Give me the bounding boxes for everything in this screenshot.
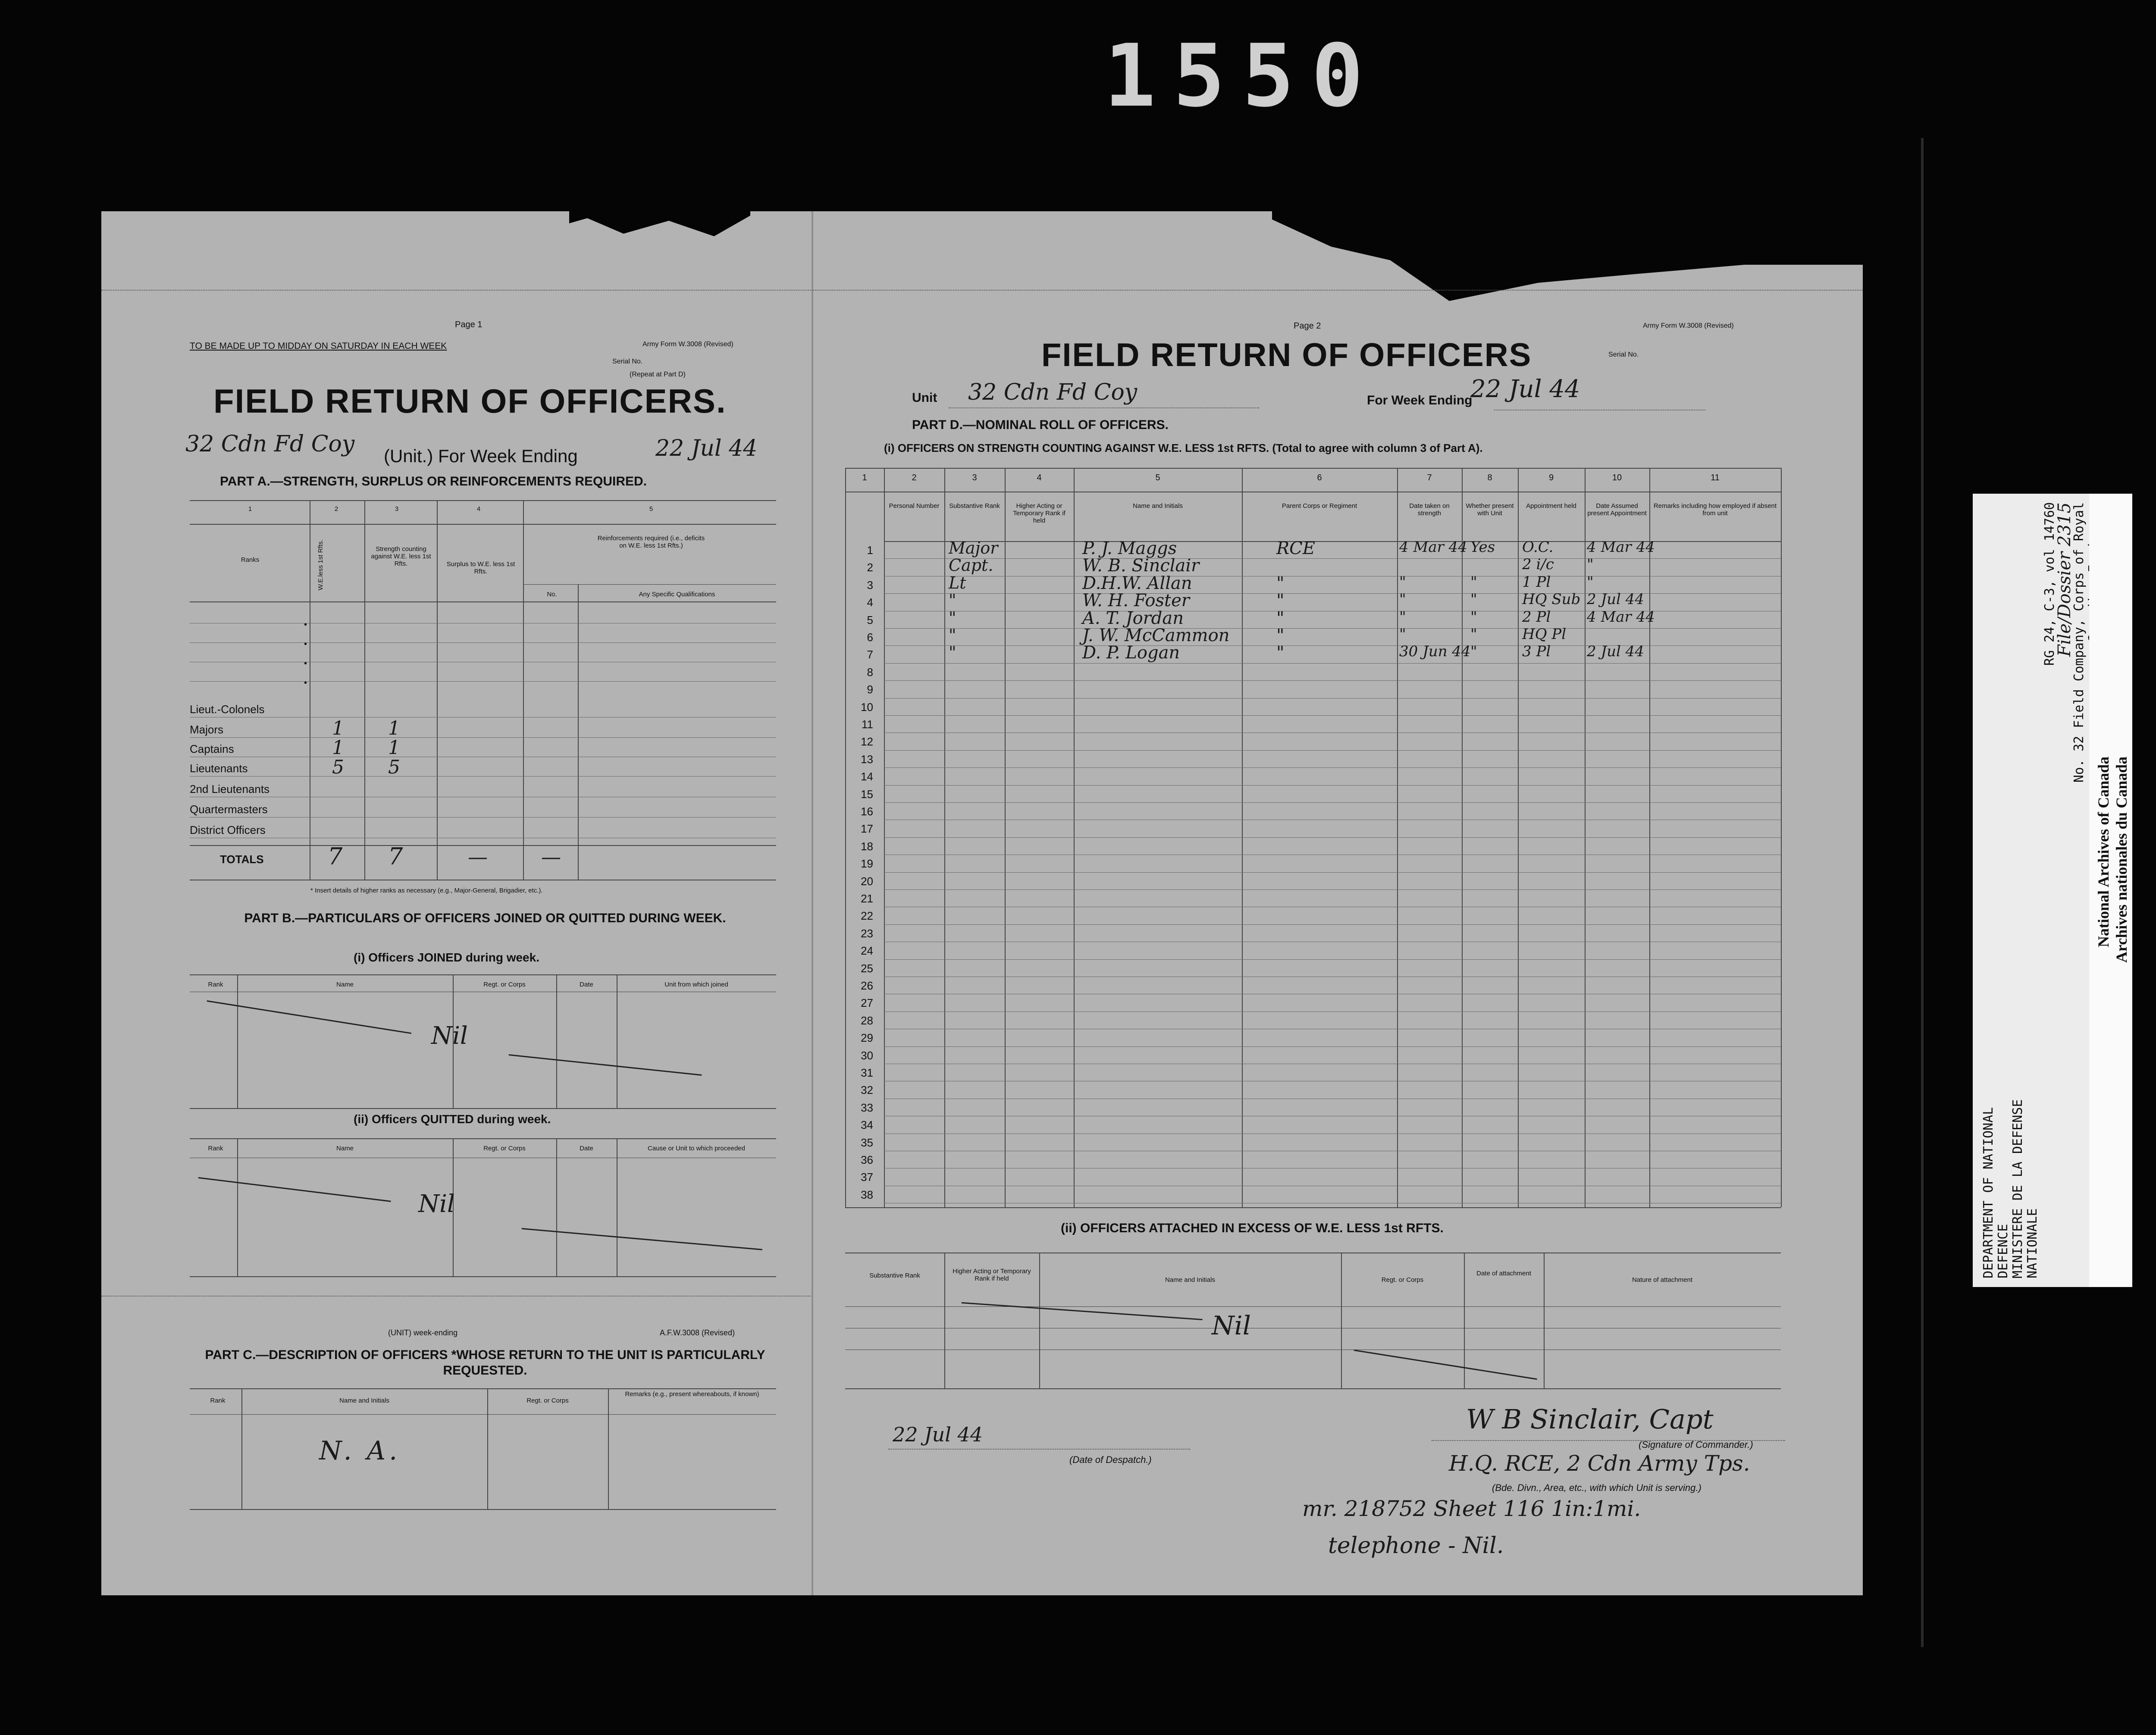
roll-row-line <box>884 663 1781 664</box>
quitted-nil: Nil <box>418 1190 455 1218</box>
page2-serial: Serial No. <box>1608 351 1639 358</box>
roll-rank: Capt. <box>949 556 993 575</box>
page1-unit-label: (Unit.) For Week Ending <box>384 446 578 466</box>
totals-we: 7 <box>328 843 343 870</box>
roll-row-number: 29 <box>861 1031 873 1044</box>
signature-label: (Signature of Commander.) <box>1639 1439 1753 1450</box>
archive-dept: NATIONALE <box>2025 1208 2040 1278</box>
archive-label <box>1973 494 2132 1287</box>
roll-row-number: 18 <box>861 840 873 853</box>
roll-row-number: 21 <box>861 892 873 905</box>
roll-row-number: 16 <box>861 805 873 818</box>
page1-label: Page 1 <box>455 320 483 329</box>
roll-name: J. W. McCammon <box>1082 626 1230 645</box>
map-reference-handwritten: mr. 218752 Sheet 116 1in:1mi. <box>1302 1496 1641 1521</box>
roll-name: D. P. Logan <box>1082 643 1180 663</box>
page1-top-note: TO BE MADE UP TO MIDDAY ON SATURDAY IN EACH WEEK <box>190 341 447 351</box>
roll-col-number: 8 <box>1487 473 1492 482</box>
quitted-title: (ii) Officers QUITTED during week. <box>354 1112 551 1126</box>
archive-ref: RG 24, C-3, vol 14760 <box>2042 502 2057 666</box>
archive-dept: DEPARTMENT OF NATIONAL <box>1981 1107 1996 1278</box>
roll-row-number: 12 <box>861 735 873 748</box>
roll-date: " <box>1399 626 1406 643</box>
page2-unit-label: Unit <box>912 391 937 405</box>
roll-appt: 1 Pl <box>1522 573 1551 591</box>
roll-corps: RCE <box>1276 539 1315 558</box>
roll-appt: 3 Pl <box>1522 643 1551 660</box>
roll-corps: " <box>1276 608 1285 628</box>
roll-row-line <box>884 645 1781 646</box>
archive-dept: DEFENCE <box>1996 1224 2011 1278</box>
col-head-we: W.E.less 1st Rfts. <box>317 539 324 590</box>
page1-title: FIELD RETURN OF OFFICERS. <box>213 382 727 420</box>
archive-stamp-number: 1550 <box>1104 26 1381 126</box>
roll-row-line <box>884 750 1781 751</box>
part-d-heading: PART D.—NOMINAL ROLL OF OFFICERS. <box>912 418 1169 432</box>
roll-row-number: 33 <box>861 1101 873 1114</box>
rank-row-line <box>190 776 776 777</box>
roll-row-number: 8 <box>867 666 873 679</box>
roll-row-line <box>884 872 1781 873</box>
joined-col: Regt. or Corps <box>483 981 526 988</box>
roll-corps: " <box>1276 573 1285 593</box>
roll-col-heading: Parent Corps or Regiment <box>1282 502 1357 510</box>
roll-row-line <box>884 680 1781 681</box>
roll-present: " <box>1470 573 1477 591</box>
rank-label: District Officers <box>190 824 266 836</box>
joined-nil: Nil <box>431 1022 468 1050</box>
roll-row-number: 3 <box>867 579 873 592</box>
roll-row-number: 37 <box>861 1171 873 1184</box>
despatch-date-handwritten: 22 Jul 44 <box>893 1423 983 1446</box>
roll-row-number: 27 <box>861 996 873 1009</box>
roll-col-number: 4 <box>1037 473 1042 482</box>
roll-name: P. J. Maggs <box>1082 539 1177 558</box>
rank-label: Lieutenants <box>190 762 248 775</box>
roll-row-line <box>884 593 1781 594</box>
roll-row-number: 13 <box>861 753 873 766</box>
quitted-col: Name <box>336 1145 354 1152</box>
roll-rank: " <box>949 608 956 627</box>
roll-col-number: 6 <box>1317 473 1322 482</box>
totals-strength: 7 <box>388 843 403 870</box>
col-num: 3 <box>395 505 399 513</box>
perforation-line <box>101 290 1863 291</box>
roll-row-number: 34 <box>861 1118 873 1131</box>
roll-appt: 2 i/c <box>1522 556 1554 573</box>
roll-present: Yes <box>1470 539 1495 556</box>
page1-army-form: Army Form W.3008 (Revised) <box>642 341 733 348</box>
asterisk-marker: • <box>304 659 307 668</box>
roll-row-line <box>884 889 1781 890</box>
col-num: 4 <box>476 505 481 513</box>
roll-col-heading: Date taken on strength <box>1409 502 1450 517</box>
page2-week-label: For Week Ending <box>1367 393 1473 407</box>
roll-row-line <box>884 715 1781 716</box>
roll-rank: " <box>949 591 956 610</box>
page2-title: FIELD RETURN OF OFFICERS <box>1041 337 1532 373</box>
rank-label: Captains <box>190 742 234 755</box>
roll-row-number: 19 <box>861 857 873 870</box>
page1-week-handwritten: 22 Jul 44 <box>655 435 758 461</box>
roll-col-number: 7 <box>1427 473 1432 482</box>
rank-label: Lieut.-Colonels <box>190 703 265 716</box>
part-a-footnote: * Insert details of higher ranks as necessary (e.g., Major-General, Brigadier, etc.). <box>310 887 543 894</box>
roll-row-number: 23 <box>861 927 873 940</box>
attached-col: Higher Acting or Temporary Rank if held <box>953 1268 1031 1282</box>
part-d-ii-heading: (ii) OFFICERS ATTACHED IN EXCESS OF W.E. LESS 1st RFTS. <box>1061 1221 1444 1235</box>
roll-present: " <box>1470 591 1477 608</box>
rank-we-value: 1 <box>332 717 344 739</box>
roll-row-number: 24 <box>861 944 873 957</box>
roll-col-heading: Remarks including how employed if absent from unit <box>1653 502 1777 517</box>
roll-row-number: 38 <box>861 1188 873 1201</box>
rank-label: Majors <box>190 723 224 736</box>
page-fold <box>812 211 813 1595</box>
totals-surplus: — <box>468 845 488 868</box>
page1-unit-handwritten: 32 Cdn Fd Coy <box>185 431 355 457</box>
archive-unit: No. 32 Field Company, Corps of Royal <box>2071 502 2087 783</box>
roll-row-line <box>884 837 1781 838</box>
joined-col: Unit from which joined <box>664 981 728 988</box>
col-num: 5 <box>649 505 653 513</box>
roll-date: 30 Jun 44 <box>1399 643 1471 660</box>
page2-week-handwritten: 22 Jul 44 <box>1470 375 1580 403</box>
roll-corps: " <box>1276 591 1285 611</box>
archive-nac-en: National Archives of Canada <box>2095 757 2112 948</box>
part-b-heading: PART B.—PARTICULARS OF OFFICERS JOINED OR QUITTED DURING WEEK. <box>244 911 726 925</box>
roll-appt: 2 Pl <box>1522 608 1551 626</box>
part-d-i-heading: (i) OFFICERS ON STRENGTH COUNTING AGAINST W.E. LESS 1st RFTS. (Total to agree with column 3 of Part A). <box>884 442 1483 454</box>
part-c-col: Remarks (e.g., present whereabouts, if known) <box>625 1391 759 1398</box>
col-head-strength: Strength counting against W.E. less 1st Rfts. <box>371 545 431 567</box>
roll-rank: " <box>949 626 956 645</box>
despatch-label: (Date of Despatch.) <box>1069 1454 1152 1465</box>
roll-date: " <box>1399 591 1406 608</box>
roll-col-heading: Substantive Rank <box>949 502 1000 510</box>
asterisk-marker: • <box>304 639 307 649</box>
telephone-handwritten: telephone - Nil. <box>1328 1533 1504 1559</box>
roll-present: " <box>1470 643 1477 660</box>
roll-col-number: 10 <box>1612 473 1622 482</box>
roll-assumed: " <box>1587 573 1594 591</box>
roll-name: W. B. Sinclair <box>1082 556 1200 576</box>
roll-row-number: 10 <box>861 701 873 714</box>
page2-label: Page 2 <box>1294 321 1321 331</box>
roll-row-number: 14 <box>861 770 873 783</box>
archive-dept: MINISTERE DE LA DEFENSE <box>2010 1099 2025 1278</box>
attached-col: Regt. or Corps <box>1381 1276 1424 1284</box>
roll-present: " <box>1470 626 1477 643</box>
perforation-line <box>101 1296 811 1297</box>
totals-label: TOTALS <box>220 853 264 866</box>
roll-col-number: 2 <box>912 473 917 482</box>
roll-col-heading: Whether present with Unit <box>1466 502 1514 517</box>
roll-col-heading: Appointment held <box>1526 502 1576 510</box>
roll-appt: O.C. <box>1522 539 1554 556</box>
rank-strength-value: 5 <box>388 756 400 778</box>
roll-assumed: 4 Mar 44 <box>1587 608 1655 626</box>
attached-col: Nature of attachment <box>1632 1276 1693 1284</box>
roll-row-number: 7 <box>867 648 873 661</box>
roll-row-number: 28 <box>861 1014 873 1027</box>
roll-assumed: 2 Jul 44 <box>1587 643 1644 660</box>
roll-present: " <box>1470 608 1477 626</box>
quitted-col: Cause or Unit to which proceeded <box>648 1145 745 1152</box>
col-num: 1 <box>248 505 252 513</box>
roll-rank: Lt <box>949 573 966 592</box>
roll-col-number: 5 <box>1155 473 1160 482</box>
asterisk-marker: • <box>304 620 307 629</box>
quitted-col: Date <box>580 1145 593 1152</box>
roll-col-number: 11 <box>1711 473 1720 482</box>
rank-we-value: 1 <box>332 737 344 759</box>
roll-rank: Major <box>949 539 998 557</box>
col-num: 2 <box>334 505 338 513</box>
roll-col-number: 1 <box>862 473 867 482</box>
roll-column-line <box>845 468 846 1207</box>
commander-signature: W B Sinclair, Capt <box>1466 1403 1714 1435</box>
roll-row-number: 25 <box>861 962 873 975</box>
roll-row-line <box>884 1046 1781 1047</box>
attached-col: Date of attachment <box>1476 1270 1531 1277</box>
roll-row-number: 31 <box>861 1066 873 1079</box>
roll-row-line <box>884 628 1781 629</box>
rank-label: Quartermasters <box>190 803 268 816</box>
roll-row-number: 1 <box>867 544 873 557</box>
roll-row-line <box>884 959 1781 960</box>
roll-rank: " <box>949 643 956 662</box>
roll-col-heading: Higher Acting or Temporary Rank if held <box>1013 502 1065 524</box>
roll-date: 4 Mar 44 <box>1399 539 1467 556</box>
rank-row-line <box>190 737 776 738</box>
roll-col-number: 9 <box>1548 473 1554 482</box>
rank-strength-value: 1 <box>388 737 400 759</box>
part-c-col: Regt. or Corps <box>526 1397 569 1404</box>
roll-row-line <box>884 785 1781 786</box>
rank-label: 2nd Lieutenants <box>190 783 270 795</box>
roll-row-number: 5 <box>867 614 873 626</box>
roll-assumed: " <box>1587 556 1594 573</box>
roll-row-line <box>884 767 1781 768</box>
roll-row-number: 11 <box>862 718 873 731</box>
roll-corps: " <box>1276 643 1285 663</box>
roll-row-number: 35 <box>861 1136 873 1149</box>
roll-row-number: 22 <box>861 909 873 922</box>
col-head-no: No. <box>547 591 557 598</box>
roll-row-number: 17 <box>861 822 873 835</box>
roll-assumed: 4 Mar 44 <box>1587 539 1655 556</box>
col-head-reinforcements: Reinforcements required (i.e., deficits on W.E. less 1st Rfts.) <box>597 535 705 549</box>
roll-row-number: 36 <box>861 1153 873 1166</box>
roll-row-number: 6 <box>867 631 873 644</box>
roll-col-heading: Personal Number <box>889 502 940 510</box>
roll-col-number: 3 <box>972 473 977 482</box>
roll-col-heading: Date Assumed present Appointment <box>1587 502 1647 517</box>
roll-row-number: 4 <box>867 596 873 609</box>
col-head-surplus: Surplus to W.E. less 1st Rfts. <box>446 561 515 575</box>
roll-corps: " <box>1276 626 1285 645</box>
joined-col: Name <box>336 981 354 988</box>
scan-divider <box>1921 138 1924 1647</box>
col-head-ranks: Ranks <box>241 556 260 564</box>
roll-appt: HQ Sub <box>1522 591 1581 608</box>
roll-row-line <box>884 802 1781 803</box>
roll-row-number: 9 <box>867 683 873 696</box>
joined-title: (i) Officers JOINED during week. <box>354 951 539 964</box>
roll-assumed: 2 Jul 44 <box>1587 591 1644 608</box>
roll-row-line <box>884 924 1781 925</box>
col-head-qualifications: Any Specific Qualifications <box>639 591 715 598</box>
page2-unit-handwritten: 32 Cdn Fd Coy <box>968 379 1138 405</box>
page2-army-form: Army Form W.3008 (Revised) <box>1643 322 1734 329</box>
week-ending-label: (UNIT) week-ending <box>388 1328 458 1337</box>
location-label: (Bde. Divn., Area, etc., with which Unit is serving.) <box>1492 1482 1702 1493</box>
archive-file: File/Dossier 2315 <box>2055 502 2075 657</box>
roll-row-number: 30 <box>861 1049 873 1062</box>
part-c-na: N. A. <box>319 1436 401 1466</box>
page1-serial: Serial No. <box>612 358 643 365</box>
roll-row-number: 20 <box>861 875 873 888</box>
part-a-heading: PART A.—STRENGTH, SURPLUS OR REINFORCEMENTS REQUIRED. <box>220 474 647 489</box>
roll-col-heading: Name and Initials <box>1133 502 1183 510</box>
roll-row-number: 26 <box>861 979 873 992</box>
location-handwritten: H.Q. RCE, 2 Cdn Army Tps. <box>1449 1451 1750 1476</box>
roll-name: D.H.W. Allan <box>1082 573 1192 593</box>
asterisk-marker: • <box>304 678 307 688</box>
roll-date: " <box>1399 573 1406 591</box>
joined-col: Date <box>580 981 593 988</box>
rank-we-value: 5 <box>332 756 344 778</box>
totals-reinforcements: — <box>541 845 561 868</box>
part-c-heading: PART C.—DESCRIPTION OF OFFICERS *WHOSE RETURN TO THE UNIT IS PARTICULARLY REQUESTED. <box>205 1348 765 1378</box>
roll-appt: HQ Pl <box>1522 626 1567 643</box>
afw-label: A.F.W.3008 (Revised) <box>660 1328 735 1337</box>
archive-nac-fr: Archives nationales du Canada <box>2113 757 2130 963</box>
attached-col: Name and Initials <box>1165 1276 1215 1284</box>
quitted-col: Rank <box>208 1145 223 1152</box>
roll-row-line <box>884 558 1781 559</box>
page1-repeat-note: (Repeat at Part D) <box>630 371 686 378</box>
roll-row-number: 2 <box>867 561 873 574</box>
roll-name: W. H. Foster <box>1082 591 1190 611</box>
quitted-col: Regt. or Corps <box>483 1145 526 1152</box>
part-c-col: Name and Initials <box>339 1397 389 1404</box>
attached-nil: Nil <box>1212 1311 1251 1341</box>
part-c-col: Rank <box>210 1397 226 1404</box>
roll-name: A. T. Jordan <box>1082 608 1184 628</box>
roll-row-number: 15 <box>861 788 873 801</box>
roll-date: " <box>1399 608 1406 626</box>
joined-col: Rank <box>208 981 223 988</box>
attached-col: Substantive Rank <box>869 1272 920 1279</box>
roll-column-line <box>1781 468 1782 1207</box>
roll-row-number: 32 <box>861 1084 873 1096</box>
rank-strength-value: 1 <box>388 717 400 739</box>
